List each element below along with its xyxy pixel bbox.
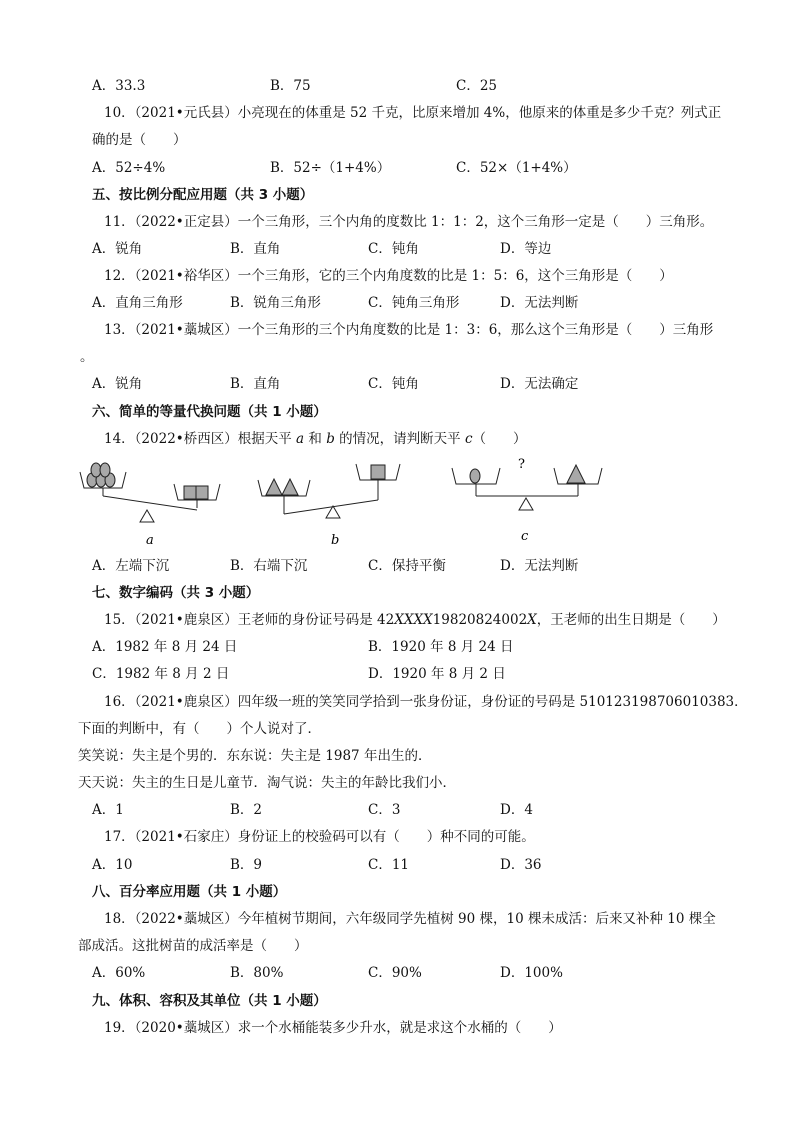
- q11-text: 11．（2022•正定县）一个三角形，三个内角的度数比 1：1：2，这个三角形一定是（ ）三角形。: [104, 214, 714, 230]
- q14-text-mid1: 和: [304, 431, 327, 447]
- balance-a-left-ovals: [87, 463, 115, 487]
- balance-a: [80, 463, 220, 522]
- q13-text-line1: 13．（2021•藁城区）一个三角形的三个内角度数的比是 1：3：6，那么这个三角形是（ ）三角形: [104, 322, 714, 338]
- q13-option-c: C．钝角: [368, 376, 419, 392]
- q14-var-b: b: [326, 431, 335, 447]
- balance-a-right-squares: [184, 486, 208, 499]
- q18-option-c: C．90%: [368, 965, 422, 981]
- q15-check-char: X: [527, 612, 537, 628]
- section-5-heading: 五、按比例分配应用题（共 3 小题）: [92, 187, 314, 203]
- q16-text-line3: 笑笑说：失主是个男的．东东说：失主是 1987 年出生的．: [78, 748, 432, 764]
- q12-option-d: D．无法判断: [500, 295, 579, 311]
- q16-option-a: A．1: [92, 802, 124, 818]
- balance-c-right-triangle: [567, 465, 585, 483]
- q10-text-line2: 确的是（ ）: [92, 132, 187, 148]
- balance-b-label: b: [331, 533, 340, 548]
- q10-option-c: C．52×（1+4%）: [456, 160, 577, 176]
- q19-text: 19．（2020•藁城区）求一个水桶能装多少升水，就是求这个水桶的（ ）: [104, 1020, 562, 1036]
- q17-option-b: B．9: [230, 857, 263, 873]
- balance-c: [452, 465, 602, 510]
- balance-b: [258, 464, 400, 518]
- q14-option-b: B．右端下沉: [230, 558, 308, 574]
- balance-c-left-oval: [470, 469, 480, 483]
- q11-option-a: A．锐角: [92, 241, 143, 257]
- q10-option-a: A．52÷4%: [92, 160, 166, 176]
- q15-option-b: B．1920 年 8 月 24 日: [368, 639, 514, 655]
- q13-option-d: D．无法确定: [500, 376, 579, 392]
- balance-a-label: a: [146, 533, 154, 548]
- q16-option-c: C．3: [368, 802, 401, 818]
- q13-option-a: A．锐角: [92, 376, 143, 392]
- q14-text-pre: 14．（2022•桥西区）根据天平: [104, 431, 297, 447]
- q15-text: [104, 610, 726, 630]
- q14-balance-figures: [70, 452, 610, 552]
- q14-text-post: （ ）: [472, 431, 527, 447]
- balance-b-left-triangles: [266, 479, 298, 495]
- balance-c-label: c: [521, 529, 529, 544]
- q17-option-a: A．10: [92, 857, 133, 873]
- q15-text-post: ，王老师的出生日期是（ ）: [536, 612, 726, 628]
- q13-text-line2: 。: [80, 349, 94, 365]
- q9-option-b: B．75: [270, 78, 311, 94]
- q13-option-b: B．直角: [230, 376, 281, 392]
- q10-text-line1: 10．（2021•元氏县）小亮现在的体重是 52 千克，比原来增加 4%，他原来的体重是多少千克？列式正: [104, 105, 722, 121]
- q14-var-c: c: [464, 431, 473, 447]
- balance-a-beam: [103, 496, 197, 510]
- q17-text: 17．（2021•石家庄）身份证上的校验码可以有（ ）种不同的可能。: [104, 829, 535, 845]
- q18-option-a: A．60%: [92, 965, 146, 981]
- q15-option-a: A．1982 年 8 月 24 日: [92, 639, 238, 655]
- q14-option-d: D．无法判断: [500, 558, 579, 574]
- q16-option-b: B．2: [230, 802, 263, 818]
- q15-option-d: D．1920 年 8 月 2 日: [368, 666, 506, 682]
- balance-c-fulcrum: [519, 498, 533, 510]
- q18-text-line1: 18．（2022•藁城区）今年植树节期间，六年级同学先植树 90 棵，10 棵未成活：后来又补种 10 棵全: [104, 911, 716, 927]
- q10-option-b: B．52÷（1+4%）: [270, 160, 391, 176]
- section-9-heading: 九、体积、容积及其单位（共 1 小题）: [92, 993, 327, 1009]
- q15-masked-digits: XXXX: [394, 612, 433, 628]
- q18-text-line2: 部成活。这批树苗的成活率是（ ）: [78, 938, 308, 954]
- q15-option-c: C．1982 年 8 月 2 日: [92, 666, 230, 682]
- q17-option-d: D．36: [500, 857, 542, 873]
- balance-a-fulcrum: [140, 510, 154, 522]
- q18-option-b: B．80%: [230, 965, 284, 981]
- q12-option-a: A．直角三角形: [92, 295, 183, 311]
- q16-text-line4: 天天说：失主的生日是儿童节．淘气说：失主的年龄比我们小．: [78, 775, 456, 791]
- q14-var-a: a: [296, 431, 305, 447]
- balance-c-question: ?: [518, 457, 525, 472]
- q9-option-c: C．25: [456, 78, 498, 94]
- q14-text: [104, 429, 527, 449]
- q15-id-digits: 19820824002: [432, 612, 528, 628]
- section-8-heading: 八、百分率应用题（共 1 小题）: [92, 884, 287, 900]
- q9-option-a: A．33.3: [92, 78, 146, 94]
- q12-option-b: B．锐角三角形: [230, 295, 321, 311]
- q17-option-c: C．11: [368, 857, 410, 873]
- balance-b-beam: [284, 500, 378, 514]
- q14-option-c: C．保持平衡: [368, 558, 446, 574]
- q12-option-c: C．钝角三角形: [368, 295, 460, 311]
- section-7-heading: 七、数字编码（共 3 小题）: [92, 585, 260, 601]
- q16-text-line1: 16．（2021•鹿泉区）四年级一班的笑笑同学拾到一张身份证，身份证的号码是 510123198706010383．: [104, 694, 748, 710]
- section-6-heading: 六、简单的等量代换问题（共 1 小题）: [92, 404, 327, 420]
- q15-text-pre: 15．（2021•鹿泉区）王老师的身份证号码是 42: [104, 612, 395, 628]
- q12-text: 12．（2021•裕华区）一个三角形，它的三个内角度数的比是 1：5：6，这个三角形是（ ）: [104, 268, 673, 284]
- q11-option-b: B．直角: [230, 241, 281, 257]
- balance-b-right-square: [371, 465, 385, 479]
- q14-text-mid2: 的情况，请判断天平: [334, 431, 465, 447]
- q16-text-line2: 下面的判断中，有（ ）个人说对了．: [78, 721, 321, 737]
- q18-option-d: D．100%: [500, 965, 563, 981]
- q11-option-c: C．钝角: [368, 241, 419, 257]
- q11-option-d: D．等边: [500, 241, 552, 257]
- q16-option-d: D．4: [500, 802, 533, 818]
- q14-option-a: A．左端下沉: [92, 558, 170, 574]
